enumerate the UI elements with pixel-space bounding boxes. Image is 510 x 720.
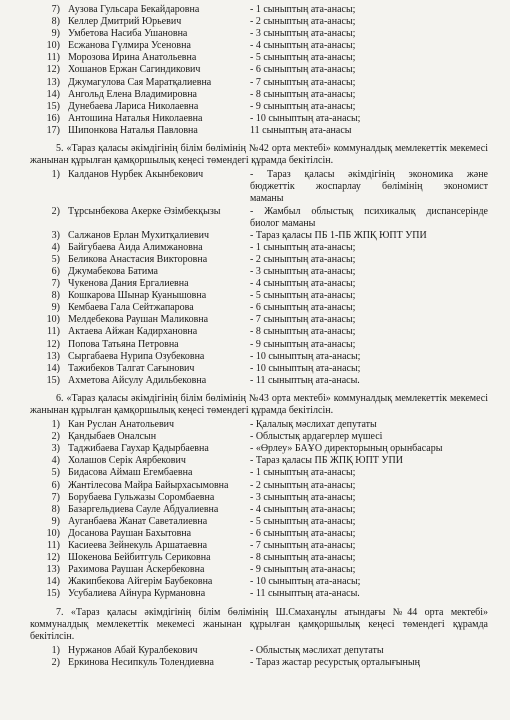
member-number: 2) [51, 431, 60, 443]
member-name: Касиеева Зейнекуль Аршатаевна [68, 540, 208, 552]
member-number: 6) [51, 265, 60, 277]
member-name: Базаргельдиева Сауле Абдуалиевна [68, 503, 219, 515]
member-name: Жакипбекова Айгерім Баубековна [68, 576, 213, 588]
member-number: 4) [51, 241, 60, 253]
member-name: Джумагулова Сая Маратқалиевна [68, 76, 212, 88]
member-role-line: - 10 сыныптың ата-анасы; [250, 112, 361, 124]
member-name: Бидасова Аймаш Егембаевна [68, 467, 193, 479]
member-role-line: - 8 сыныптың ата-анасы; [250, 88, 356, 100]
member-role [250, 290, 488, 302]
member-row [30, 645, 488, 657]
member-row [30, 339, 488, 351]
member-role [250, 657, 488, 669]
member-row [30, 230, 488, 242]
member-name: Дунебаева Лариса Николаевна [68, 100, 199, 112]
member-role [250, 89, 488, 101]
member-number: 13) [46, 76, 60, 88]
member-row [30, 351, 488, 363]
member-number: 3) [51, 229, 60, 241]
member-row [30, 290, 488, 302]
member-row [30, 89, 488, 101]
member-number: 6) [51, 479, 60, 491]
member-role-line: - 1 сыныптың ата-анасы; [250, 4, 356, 15]
member-name: Рахимова Раушан Аскербековна [68, 564, 205, 576]
member-role [250, 516, 488, 528]
member-role [250, 101, 488, 113]
member-role-line: - Жамбыл облыстық психикалық диспансерінде [250, 205, 488, 217]
member-role-line: - 7 сыныптың ата-анасы; [250, 540, 356, 552]
member-row [30, 242, 488, 254]
member-name: Еркинова Несипкуль Толендиевна [68, 656, 214, 668]
document-content [30, 4, 488, 669]
member-row [30, 113, 488, 125]
member-name: Чукенова Дания Ергалиевна [68, 278, 189, 290]
member-number: 1) [51, 169, 60, 181]
member-role-line: - 4 сыныптың ата-анасы; [250, 278, 356, 290]
member-role-line: - 9 сыныптың ата-анасы; [250, 564, 356, 576]
member-role [250, 564, 488, 576]
member-number: 13) [46, 564, 60, 576]
member-number: 4) [51, 455, 60, 467]
member-role [250, 230, 488, 242]
member-number: 7) [51, 491, 60, 503]
member-role [250, 528, 488, 540]
member-role [250, 28, 488, 40]
member-name: Ангольд Елена Владимировна [68, 88, 197, 100]
member-role-line: маманы [250, 193, 284, 205]
member-number: 8) [51, 503, 60, 515]
member-role [250, 206, 488, 230]
member-number: 11) [47, 52, 60, 64]
member-row [30, 77, 488, 89]
member-row [30, 419, 488, 431]
member-name: Беликова Анастасия Викторовна [68, 253, 208, 265]
member-role-line: - 3 сыныптың ата-анасы; [250, 265, 356, 277]
member-number: 10) [46, 314, 60, 326]
member-row [30, 16, 488, 28]
member-name: Кан Руслан Анатольевич [68, 419, 175, 431]
member-number: 2) [51, 205, 60, 217]
member-role-line: - «Өрлеу» БАҰО директорының орынбасары [250, 443, 443, 455]
member-name: Сыргабаева Нурипа Озубековна [68, 350, 205, 362]
member-number: 12) [46, 552, 60, 564]
member-role-line: - 11 сыныптың ата-анасы. [250, 588, 360, 600]
member-role-line: - 9 сыныптың ата-анасы; [250, 338, 356, 350]
member-row [30, 480, 488, 492]
section-heading: 7. «Тараз қаласы әкімдігінің білім бөлімінің Ш.Смаханұлы атындағы №44 орта мектебі» коммуналдық мемлекеттік мекемесі жанынан құрылған қамқоршылық кеңесі төмендегі құрамда бекітілсін. [30, 606, 488, 642]
member-number: 10) [46, 527, 60, 539]
member-row [30, 254, 488, 266]
member-role [250, 467, 488, 479]
member-role [250, 375, 488, 387]
member-name: Кошкарова Шынар Куанышовна [68, 290, 207, 302]
section-heading: 6. «Тараз қаласы әкімдігінің білім бөлімінің №43 орта мектебі» коммуналдық мемлекеттік мекемесі жанынан құрылған қамқоршылық кеңесі төмендегі құрамда бекітілсін. [30, 392, 488, 416]
member-role [250, 504, 488, 516]
member-number: 12) [46, 64, 60, 76]
member-role-line: - 7 сыныптың ата-анасы; [250, 76, 356, 88]
member-name: Ахметова Айсулу Адильбековна [68, 374, 207, 386]
member-row [30, 302, 488, 314]
member-name: Шипонкова Наталья Павловна [68, 124, 198, 136]
member-role-line: - Облыстық мәслихат депутаты [250, 644, 384, 656]
member-role-line: - 6 сыныптың ата-анасы; [250, 302, 356, 314]
member-number: 11) [47, 326, 60, 338]
member-number: 9) [51, 515, 60, 527]
member-role [250, 455, 488, 467]
member-name: Кембаева Гала Сейтжапарова [68, 302, 194, 314]
member-number: 15) [46, 588, 60, 600]
member-role [250, 40, 488, 52]
member-row [30, 576, 488, 588]
member-row [30, 375, 488, 387]
member-role-line: - 2 сыныптың ата-анасы; [250, 253, 356, 265]
member-role-line: - 2 сыныптың ата-анасы; [250, 479, 356, 491]
member-role-line: - 5 сыныптың ата-анасы; [250, 515, 356, 527]
member-role [250, 16, 488, 28]
member-row [30, 64, 488, 76]
member-number: 15) [46, 374, 60, 386]
member-role-line: - Тараз қаласы ПБ ЖПҚ ЮПТ УПИ [250, 455, 403, 467]
member-number: 13) [46, 350, 60, 362]
member-role-line: - 7 сыныптың ата-анасы; [250, 314, 356, 326]
member-role-line: - Қалалық мәслихат депутаты [250, 419, 377, 431]
member-number: 9) [51, 302, 60, 314]
member-role [250, 480, 488, 492]
member-role-line: биолог маманы [250, 217, 316, 229]
member-role [250, 254, 488, 266]
member-role-line: - 2 сыныптың ата-анасы; [250, 16, 356, 28]
member-name: Қандыбаев Оналсын [68, 431, 157, 443]
member-name: Тажибеков Талгат Сағынович [68, 362, 195, 374]
member-row [30, 431, 488, 443]
member-number: 7) [51, 4, 60, 15]
member-number: 10) [46, 40, 60, 52]
member-role-line: - 10 сыныптың ата-анасы; [250, 362, 361, 374]
member-role-line: - 1 сыныптың ата-анасы; [250, 467, 356, 479]
member-row [30, 443, 488, 455]
member-row [30, 4, 488, 16]
section-heading: 5. «Тараз қаласы әкімдігінің білім бөлімінің №42 орта мектебі» коммуналдық мемлекеттік мекемесі жанынан құрылған қамқоршылық кеңесі төмендегі құрамда бекітілсін. [30, 143, 488, 167]
member-row [30, 28, 488, 40]
member-name: Таджибаева Гаухар Қадырбаевна [68, 443, 209, 455]
member-role [250, 278, 488, 290]
member-number: 5) [51, 467, 60, 479]
member-name: Актаева Айжан Кадирхановна [68, 326, 198, 338]
member-role-line: - Тараз қаласы ПБ 1-ПБ ЖПҚ ЮПТ УПИ [250, 229, 427, 241]
member-name: Тұрсынбекова Акерке Әзімбекқызы [68, 205, 221, 217]
member-number: 14) [46, 362, 60, 374]
member-role-line: - 11 сыныптың ата-анасы. [250, 374, 360, 386]
member-role [250, 302, 488, 314]
member-row [30, 467, 488, 479]
member-row [30, 363, 488, 375]
member-role [250, 113, 488, 125]
member-role-line: - 4 сыныптың ата-анасы; [250, 503, 356, 515]
member-role [250, 52, 488, 64]
member-role [250, 576, 488, 588]
member-role-line: - 5 сыныптың ата-анасы; [250, 290, 356, 302]
member-number: 14) [46, 576, 60, 588]
member-role [250, 77, 488, 89]
member-name: Аузова Гульсара Бекайдаровна [68, 4, 200, 15]
member-name: Шокенова Бейбитгуль Сериковна [68, 552, 211, 564]
member-row [30, 326, 488, 338]
member-name: Досанова Раушан Бахытовна [68, 527, 192, 539]
member-row [30, 266, 488, 278]
member-role [250, 363, 488, 375]
member-role [250, 431, 488, 443]
member-role-line: - 3 сыныптың ата-анасы; [250, 491, 356, 503]
member-role [250, 242, 488, 254]
member-row [30, 540, 488, 552]
member-role [250, 645, 488, 657]
member-row [30, 169, 488, 205]
member-number: 11) [47, 540, 60, 552]
member-name: Ауганбаева Жанат Саветалиевна [68, 515, 208, 527]
member-row [30, 552, 488, 564]
member-number: 16) [46, 112, 60, 124]
member-role-line: - 6 сыныптың ата-анасы; [250, 64, 356, 76]
member-number: 17) [46, 124, 60, 136]
member-role [250, 314, 488, 326]
member-role [250, 588, 488, 600]
member-number: 1) [51, 644, 60, 656]
member-number: 15) [46, 100, 60, 112]
member-role-line: - 9 сыныптың ата-анасы; [250, 100, 356, 112]
member-number: 2) [51, 656, 60, 668]
member-role-line: 11 сыныптың ата-анасы [250, 124, 352, 136]
member-row [30, 657, 488, 669]
member-number: 3) [51, 443, 60, 455]
member-row [30, 40, 488, 52]
member-role [250, 492, 488, 504]
member-name: Келлер Дмитрий Юрьевич [68, 16, 182, 28]
member-role [250, 351, 488, 363]
member-role-line: - 4 сыныптың ата-анасы; [250, 40, 356, 52]
member-row [30, 504, 488, 516]
member-name: Усубалиева Айнура Курмановна [68, 588, 206, 600]
member-row [30, 278, 488, 290]
member-row [30, 101, 488, 113]
member-role [250, 443, 488, 455]
member-number: 7) [51, 278, 60, 290]
member-role-line: - 1 сыныптың ата-анасы; [250, 241, 356, 253]
member-row [30, 492, 488, 504]
member-row [30, 528, 488, 540]
member-name: Антошина Наталья Николаевна [68, 112, 203, 124]
member-name: Нуржанов Абай Куралбекович [68, 644, 198, 656]
member-number: 8) [51, 16, 60, 28]
member-number: 9) [51, 28, 60, 40]
member-role-line: - 8 сыныптың ата-анасы; [250, 552, 356, 564]
member-role [250, 552, 488, 564]
member-role [250, 540, 488, 552]
member-number: 1) [51, 419, 60, 431]
member-role-line: - 10 сыныптың ата-анасы; [250, 350, 361, 362]
member-name: Борубаева Гульжазы Соромбаевна [68, 491, 215, 503]
member-row [30, 564, 488, 576]
member-role-line: бюджеттік жоспарлау бөлімінің экономист [250, 181, 488, 193]
member-role-line: - 10 сыныптың ата-анасы; [250, 576, 361, 588]
member-role-line: - 8 сыныптың ата-анасы; [250, 326, 356, 338]
member-number: 8) [51, 290, 60, 302]
member-number: 14) [46, 88, 60, 100]
member-number: 12) [46, 338, 60, 350]
member-role-line: - Тараз қаласы әкімдігінің экономика және [250, 169, 488, 181]
member-name: Умбетова Насиба Ушановна [68, 28, 188, 40]
member-number: 5) [51, 253, 60, 265]
member-row [30, 125, 488, 137]
member-role-line: - Тараз жастар ресурстық орталығының [250, 656, 420, 668]
member-role-line: - Облыстық ардагерлер мүшесі [250, 431, 383, 443]
member-name: Морозова Ирина Анатольевна [68, 52, 197, 64]
member-name: Хошанов Ержан Сагиндикович [68, 64, 201, 76]
member-role [250, 266, 488, 278]
member-role [250, 326, 488, 338]
member-name: Байгубаева Аида Алимжановна [68, 241, 203, 253]
member-row [30, 314, 488, 326]
member-role [250, 419, 488, 431]
member-name: Холашов Серік Аярбекович [68, 455, 186, 467]
member-name: Попова Татьяна Петровна [68, 338, 179, 350]
member-row [30, 455, 488, 467]
member-name: Джумабекова Батима [68, 265, 158, 277]
member-row [30, 588, 488, 600]
member-name: Калданов Нурбек Акынбекович [68, 169, 204, 181]
member-role [250, 169, 488, 205]
member-role-line: - 6 сыныптың ата-анасы; [250, 527, 356, 539]
member-role [250, 64, 488, 76]
member-role [250, 125, 488, 137]
member-name: Мелдебекова Раушан Маликовна [68, 314, 209, 326]
member-role-line: - 3 сыныптың ата-анасы; [250, 28, 356, 40]
member-name: Жантілесова Майра Байырхасымовна [68, 479, 229, 491]
member-row [30, 52, 488, 64]
member-role [250, 339, 488, 351]
member-row [30, 206, 488, 230]
member-role-line: - 5 сыныптың ата-анасы; [250, 52, 356, 64]
member-role [250, 4, 488, 16]
member-name: Салжанов Ерлан Мухитқалиевич [68, 229, 209, 241]
member-row [30, 516, 488, 528]
member-name: Есжанова Гүлмира Усеновна [68, 40, 191, 52]
